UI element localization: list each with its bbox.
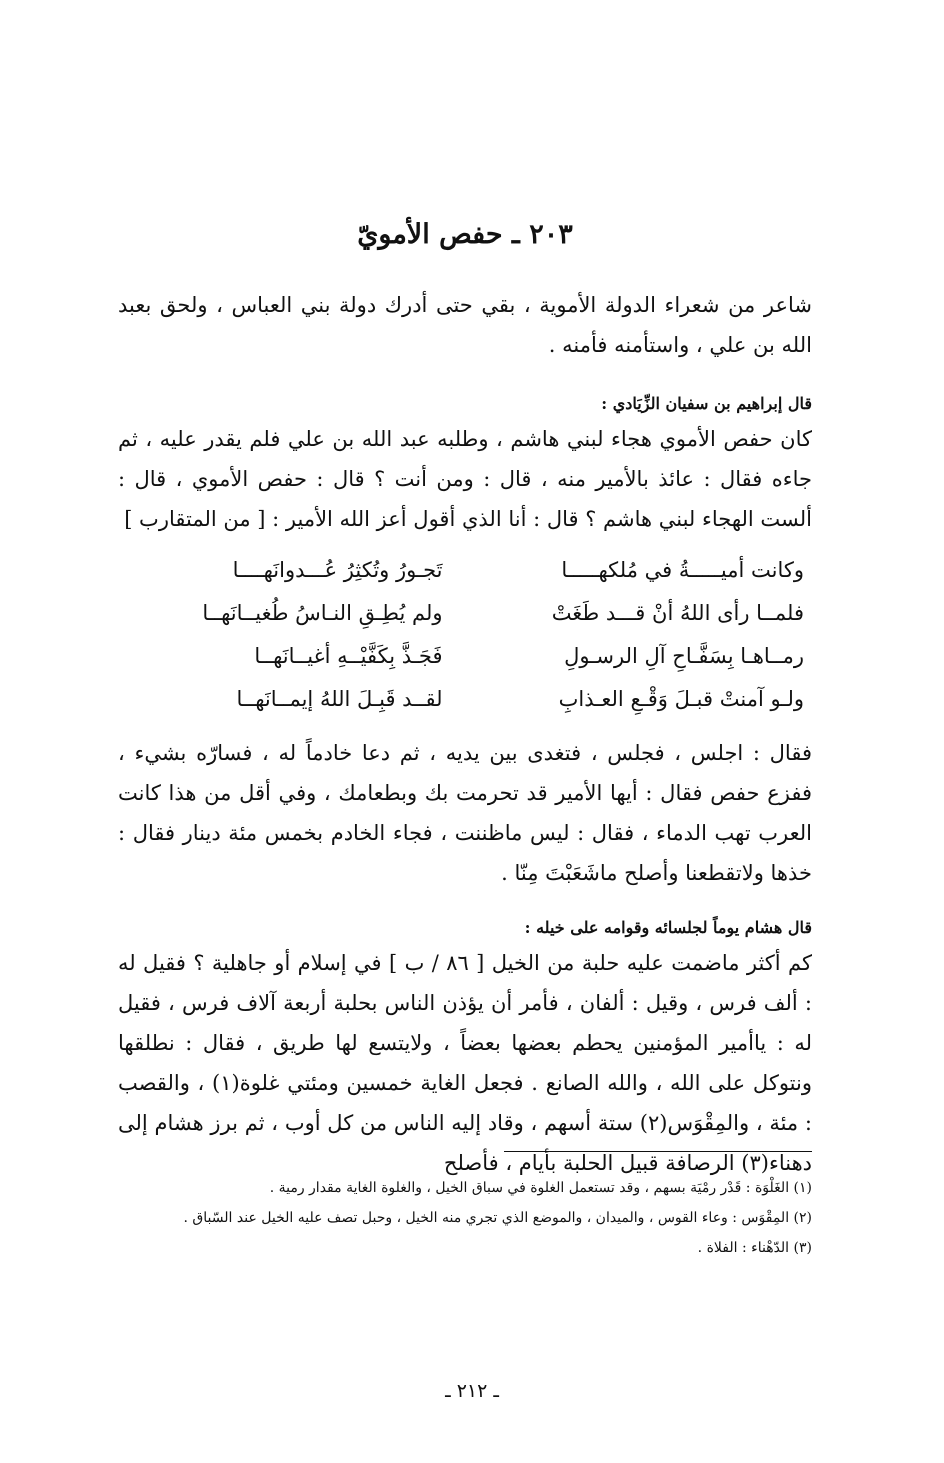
page-body bbox=[118, 215, 812, 1183]
footnote: (٢) المِقْوَس : وعاء القوس ، والميدان ، والموضع الذي تجري منه الخيل ، وحبل تصف عليه الخيل عند السّباق . bbox=[183, 1210, 812, 1226]
verse-second-hemistich: تَجـورُ وتُكثِرُ عُـــدوانَهــــا bbox=[232, 558, 443, 582]
verse-first-hemistich: فلمــا رأى اللهُ أنْ قـــد طَغَتْ bbox=[551, 601, 804, 625]
intro-paragraph: شاعر من شعراء الدولة الأموية ، بقي حتى أدرك دولة بني العباس ، ولحق بعبد الله بن علي ، واستأمنه فأمنه . bbox=[118, 293, 812, 357]
verse-first-hemistich: ولـو آمنتْ قبـلَ وَقْـعِ العـذابِ bbox=[558, 687, 804, 711]
footnote: (٣) الدّهْناء : الفلاة . bbox=[697, 1240, 812, 1256]
verse-line bbox=[118, 549, 812, 592]
verse-second-hemistich: ولم يُطِـقِ النـاسُ طُغيــانَهــا bbox=[202, 601, 443, 625]
verse-first-hemistich: وكانت أميـــــةُ في مُلكهـــــا bbox=[561, 558, 804, 582]
verse-second-hemistich: فَجَـذَّ بِكَفَّيْــهِ أغيــانَهــا bbox=[254, 644, 443, 668]
section2-heading: قال هشام يوماً لجلسائه وقوامه على خيله : bbox=[524, 918, 812, 937]
page-title: ٢٠٣ ـ حفص الأمويّ bbox=[357, 219, 573, 250]
footnotes bbox=[118, 1173, 812, 1263]
verse-line bbox=[118, 592, 812, 635]
footnote: (١) الغَلْوَة : قَدْر رمْيَة بسهم ، وقد تستعمل الغلوة في سباق الخيل ، والغلوة الغاية مقدار رمية . bbox=[269, 1180, 812, 1196]
section2-paragraph: كم أكثر ماضمت عليه حلبة من الخيل [ ٨٦ / ب ] في إسلام أو جاهلية ؟ فقيل له : ألف فرس ، وقيل : ألفان ، فأمر أن يؤذن الناس بحلبة أربعة آلاف فرس ، فقيل له : ياأمير المؤمنين يحطم بعضها بعضاً ، ولايتسع لها طريق ، فقال : نطلقها ونتوكل على الله ، والله الصانع . فجعل الغاية خمسين ومئتي غلوة(١) ، والقصب : مئة ، والمِقْوَس(٢) ستة أسهم ، وقاد إليه الناس من كل أوب ، ثم برز هشام إلى دهناء(٣) الرصافة قبيل الحلبة بأيام ، فأصلح bbox=[118, 951, 813, 1175]
verse-second-hemistich: لقــد قَبِـلَ اللهُ إيمــانَهــا bbox=[236, 687, 443, 711]
section-gap bbox=[118, 893, 812, 915]
verse-line bbox=[118, 678, 812, 721]
footnote-divider bbox=[504, 1151, 812, 1152]
verse-first-hemistich: رمــاهـا بِسَفَّـاحِ آلِ الرسـولِ bbox=[564, 644, 804, 668]
verse-line bbox=[118, 635, 812, 678]
section1-heading: قال إبراهيم بن سفيان الزِّيَادي : bbox=[601, 394, 812, 413]
section1-paragraph: كان حفص الأموي هجاء لبني هاشم ، وطلبه عبد الله بن علي فلم يقدر عليه ، ثم جاءه فقال : عائذ بالأمير منه ، قال : ومن أنت ؟ قال : حفص الأموي ، قال : ألست الهجاء لبني هاشم ؟ قال : أنا الذي أقول أعز الله الأمير : [ من المتقارب ] bbox=[118, 427, 812, 531]
poem bbox=[118, 549, 812, 721]
page-number: ـ ٢١٢ ـ bbox=[445, 1380, 499, 1402]
section1-after-poem: فقال : اجلس ، فجلس ، فتغدى بين يديه ، ثم دعا خادماً له ، فسارّه بشيء ، ففزع حفص فقال : أيها الأمير قد تحرمت بك وبطعامك ، وفي أقل من هذا كانت العرب تهب الدماء ، فقال : ليس ماظننت ، فجاء الخادم بخمس مئة دينار فقال : خذها ولاتقطعنا وأصلح ماشَعَبْتَ مِنّا . bbox=[118, 741, 812, 885]
